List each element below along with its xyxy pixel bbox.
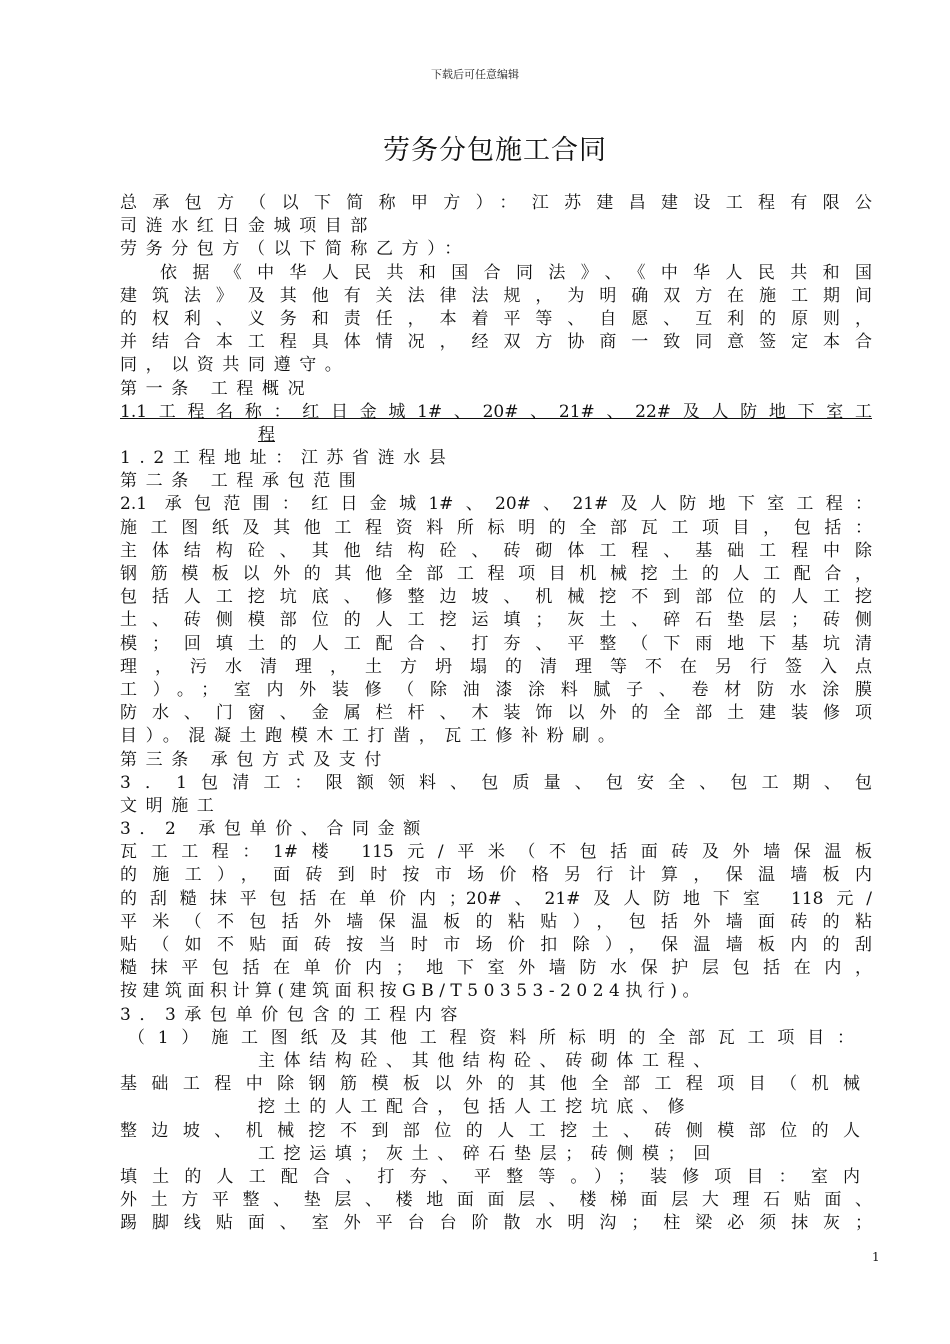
text-line: 工挖运填；灰土、碎石垫层；砖侧模；回 — [258, 1143, 719, 1164]
text-line: 瓦工工程：1#楼 115元/平米（不包括面砖及外墙保温板 — [120, 842, 872, 863]
text-line: 3．1包清工：限额领料、包质量、包安全、包工期、包 — [120, 772, 872, 793]
text-line: 挖土的人工配合，包括人工挖坑底、修 — [258, 1097, 694, 1118]
text-line: 主体结构砼、其他结构砼、砖砌体工程、基础工程中除 — [120, 540, 872, 561]
text-line: 主体结构砼、其他结构砼、砖砌体工程、 — [258, 1050, 719, 1071]
project-name-continuation: 程 — [258, 424, 275, 445]
text-line: 模；回填土的人工配合、打夯、平整（下雨地下基坑清 — [120, 633, 872, 654]
text-line: 填土的人工配合、打夯、平整等。）；装修项目：室内 — [120, 1166, 860, 1187]
text-line: 的施工），面砖到时按市场价格另行计算，保温墙板内 — [120, 865, 872, 886]
text-line: 文明施工 — [120, 795, 223, 816]
section-heading: 第一条 工程概况 — [120, 378, 314, 399]
section-heading: 第三条 承包方式及支付 — [120, 749, 391, 770]
page-number: 1 — [872, 1250, 880, 1264]
text-line: 按建筑面积计算(建筑面积按GB/T50353-2024执行)。 — [120, 981, 705, 1002]
text-line: 整边坡、机械挖不到部位的人工挖土、砖侧模部位的人 — [120, 1120, 860, 1141]
text-line: 目）。混凝土跑模木工打凿，瓦工修补粉刷。 — [120, 726, 624, 747]
text-line: （1）施工图纸及其他工程资料所标明的全部瓦工项目： — [128, 1027, 854, 1048]
text-line: 包括人工挖坑底、修整边坡、机械挖不到部位的人工挖 — [120, 587, 872, 608]
text-line: 施工图纸及其他工程资料所标明的全部瓦工项目，包括： — [120, 517, 872, 538]
text-line: 糙抹平包括在单价内；地下室外墙防水保护层包括在内， — [120, 958, 872, 979]
contract-body — [120, 192, 872, 1235]
section-heading: 第二条 工程承包范围 — [120, 471, 365, 492]
document-title: 劳务分包施工合同 — [383, 135, 607, 166]
text-line: 司涟水红日金城项目部 — [120, 216, 376, 237]
text-line: 工）。；室内外装修（除油漆涂料腻子、卷材防水涂膜 — [120, 679, 872, 700]
text-line: 理，污水清理，土方坍塌的清理等不在另行签入点 — [120, 656, 872, 677]
text-line: 踢脚线贴面、室外平台台阶散水明沟；柱梁必须抹灰； — [120, 1213, 872, 1234]
text-line: 2.1 承包范围：红日金城1#、20#、21#及人防地下室工程： — [120, 494, 872, 515]
subsection-heading: 3．3承包单价包含的工程内容 — [120, 1004, 467, 1025]
text-line: 平米（不包括外墙保温板的粘贴），包括外墙面砖的粘 — [120, 911, 872, 932]
text-line: 并结合本工程具体情况，经双方协商一致同意签定本合 — [120, 332, 872, 353]
header-note: 下载后可任意编辑 — [431, 68, 519, 81]
project-name-line: 1.1工程名称：红日金城1#、20#、21#、22#及人防地下室工 — [120, 401, 872, 422]
text-line: 同，以资共同遵守。 — [120, 355, 351, 376]
subsection-heading: 3．2 承包单价、合同金额 — [120, 819, 429, 840]
text-line: 外土方平整、垫层、楼地面面层、楼梯面层大理石贴面、 — [120, 1190, 872, 1211]
text-line: 建筑法》及其他有关法律法规，为明确双方在施工期间 — [120, 285, 872, 306]
text-line: 基础工程中除钢筋模板以外的其他全部工程项目（机械 — [120, 1074, 860, 1095]
text-line: 防水、门窗、金属栏杆、木装饰以外的全部土建装修项 — [120, 703, 872, 724]
text-line: 总承包方（以下简称甲方）：江苏建昌建设工程有限公 — [120, 193, 872, 213]
text-line: 的刮糙抹平包括在单价内；20#、21#及人防地下室 118元/ — [120, 888, 872, 909]
text-line: 劳务分包方（以下简称乙方）： — [120, 239, 470, 260]
text-line: 的权利、义务和责任，本着平等、自愿、互利的原则， — [120, 308, 872, 329]
project-address-line: 1.2工程地址：江苏省涟水县 — [120, 448, 455, 469]
text-line: 土、砖侧模部位的人工挖运填；灰土、碎石垫层；砖侧 — [120, 610, 872, 631]
text-line: 贴（如不贴面砖按当时市场价扣除），保温墙板内的刮 — [120, 935, 872, 955]
text-line: 钢筋模板以外的其他全部工程项目机械挖土的人工配合， — [120, 564, 872, 584]
text-line: 依据《中华人民共和国合同法》、《中华人民共和国 — [160, 262, 872, 283]
